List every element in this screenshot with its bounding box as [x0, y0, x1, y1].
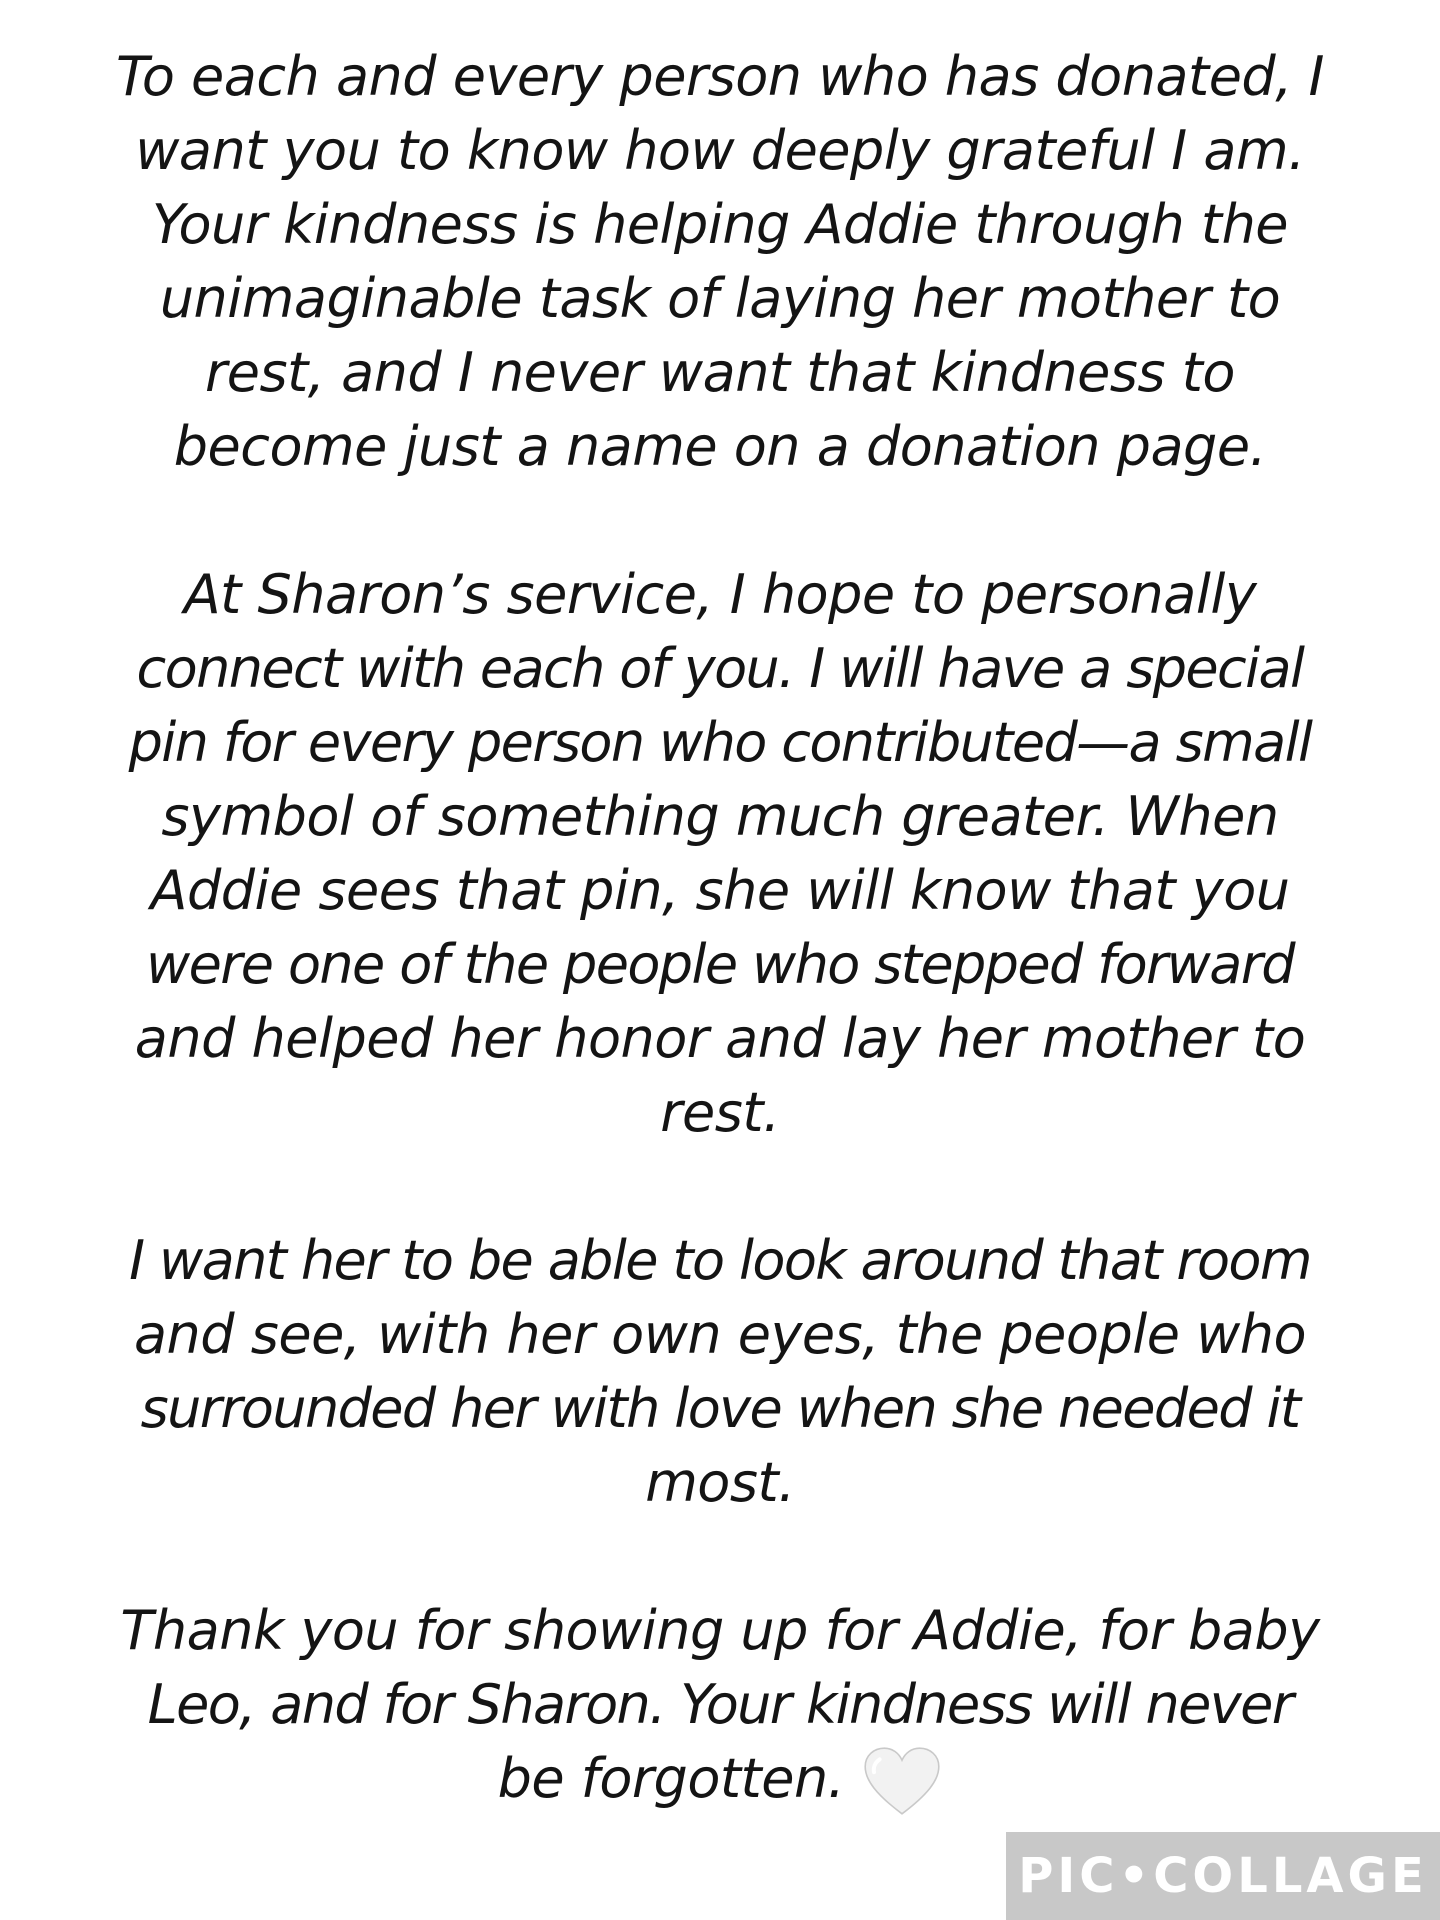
paragraph-spacer [40, 1150, 1400, 1224]
message-line: pin for every person who contributed—a small [128, 711, 1312, 774]
message-line: Addie sees that pin, she will know that you [150, 859, 1290, 922]
paragraph-gratitude [40, 40, 1400, 484]
message-line: Leo, and for Sharon. Your kindness will never [147, 1673, 1293, 1736]
message-line-final-text: be forgotten. [497, 1747, 845, 1810]
paragraph-spacer [40, 484, 1400, 558]
message-line: To each and every person who has donated, I [116, 45, 1324, 108]
message-line: want you to know how deeply grateful I am. [135, 119, 1305, 182]
message-line: and see, with her own eyes, the people who [133, 1303, 1307, 1366]
paragraph-thank-you [40, 1594, 1400, 1816]
message-line: I want her to be able to look around that room [129, 1229, 1311, 1292]
message-line: were one of the people who stepped forward [146, 933, 1294, 996]
message-line: and helped her honor and lay her mother to [134, 1007, 1306, 1070]
donation-thank-you-message [40, 40, 1400, 1816]
paragraph-look-around [40, 1224, 1400, 1520]
paragraph-service-pins [40, 558, 1400, 1150]
white-heart-icon [862, 1745, 942, 1817]
message-line: rest, and I never want that kindness to [205, 341, 1235, 404]
message-line: most. [645, 1451, 795, 1514]
message-line: Your kindness is helping Addie through the [151, 193, 1289, 256]
message-line-final [40, 1742, 1400, 1816]
message-line: rest. [660, 1081, 780, 1144]
message-line: surrounded her with love when she needed it [140, 1377, 1300, 1440]
message-line: Thank you for showing up for Addie, for baby [120, 1599, 1320, 1662]
message-line: become just a name on a donation page. [173, 415, 1267, 478]
message-line: unimaginable task of laying her mother to [159, 267, 1281, 330]
pic-collage-watermark [1006, 1832, 1440, 1920]
message-line: connect with each of you. I will have a special [136, 637, 1304, 700]
message-line: At Sharon’s service, I hope to personally [183, 563, 1257, 626]
message-line: symbol of something much greater. When [161, 785, 1279, 848]
paragraph-spacer [40, 1520, 1400, 1594]
watermark-text: PIC•COLLAGE [1018, 1848, 1428, 1904]
